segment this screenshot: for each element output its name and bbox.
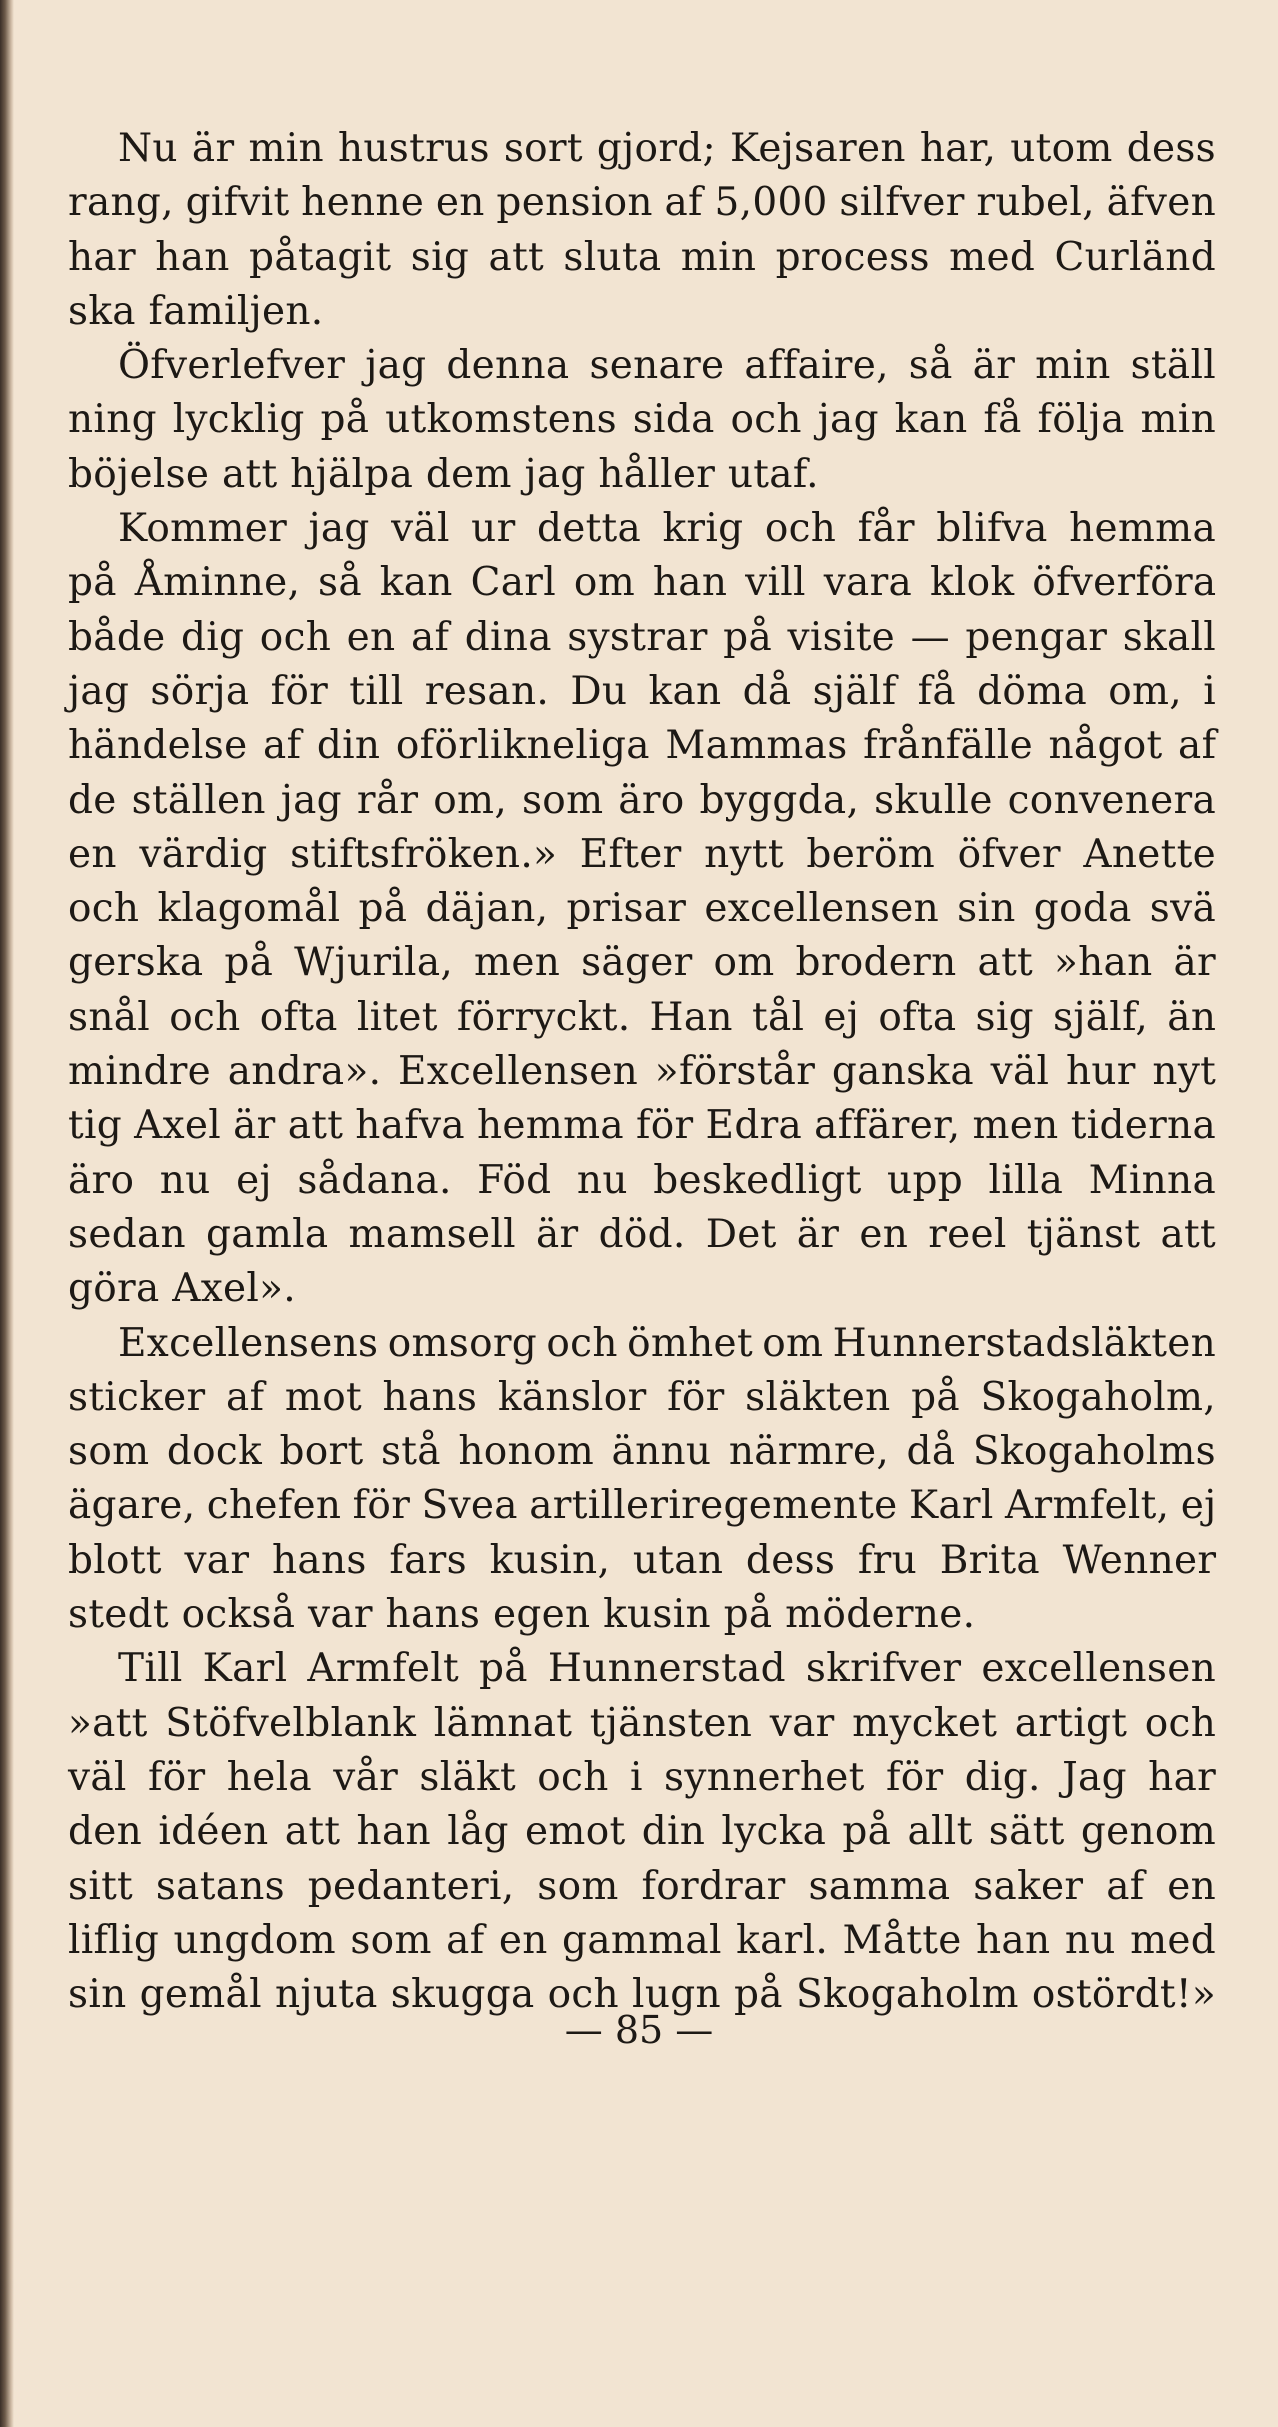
text-line: ägare, chefen för Svea artilleriregemente Karl Armfelt, ej [68, 1483, 1217, 1529]
text-line: jag sörja för till resan. Du kan då själf få döma om, i [68, 668, 1216, 714]
text-line: sin gemål njuta skugga och lugn på Skogaholm ostördt!» [68, 1972, 1216, 2018]
text-line: snål och ofta litet förryckt. Han tål ej ofta sig själf, än [68, 994, 1217, 1040]
text-line: både dig och en af dina systrar på visite — pengar skall [68, 614, 1217, 660]
text-line: ning lycklig på utkomstens sida och jag kan få följa min [68, 397, 1216, 443]
text-line: ska familjen. [68, 288, 324, 334]
text-line: en värdig stiftsfröken.» Efter nytt beröm öfver Anette [68, 831, 1216, 877]
text-line: Till Karl Armfelt på Hunnerstad skrifver excellensen [118, 1646, 1216, 1692]
text-line: sticker af mot hans känslor för släkten på Skogaholm, [68, 1374, 1216, 1420]
body-text [68, 122, 1216, 2022]
text-line: har han påtagit sig att sluta min process med Curländ [68, 234, 1216, 280]
text-line: sedan gamla mamsell är död. Det är en reel tjänst att [68, 1211, 1216, 1257]
text-line: Kommer jag väl ur detta krig och får blifva hemma [118, 506, 1216, 552]
text-line: »att Stöfvelblank lämnat tjänsten var mycket artigt och [68, 1700, 1217, 1746]
text-line: Excellensens omsorg och ömhet om Hunnerstadsläkten [118, 1320, 1216, 1366]
text-line: gerska på Wjurila, men säger om brodern att »han är [68, 940, 1216, 986]
text-line: Öfverlefver jag denna senare affaire, så är min ställ [118, 343, 1216, 389]
page-number: — 85 — [564, 2008, 714, 2052]
text-line: händelse af din oförlikneliga Mammas frånfälle något af [68, 723, 1217, 769]
text-line: göra Axel». [68, 1266, 297, 1312]
text-line: de ställen jag rår om, som äro byggda, skulle convenera [68, 777, 1216, 823]
text-line: Nu är min hustrus sort gjord; Kejsaren har, utom dess [118, 126, 1216, 171]
text-line: böjelse att hjälpa dem jag håller utaf. [68, 451, 819, 497]
text-line: liflig ungdom som af en gammal karl. Måtte han nu med [68, 1917, 1216, 1963]
text-line: äro nu ej sådana. Föd nu beskedligt upp lilla Minna [68, 1157, 1216, 1203]
text-line: rang, gifvit henne en pension af 5,000 silfver rubel, äfven [68, 180, 1216, 226]
text-line: stedt också var hans egen kusin på möderne. [68, 1592, 976, 1638]
text-line: som dock bort stå honom ännu närmre, då Skogaholms [68, 1429, 1216, 1475]
text-line: blott var hans fars kusin, utan dess fru Brita Wenner [68, 1537, 1217, 1583]
binding-shadow [0, 0, 14, 2427]
text-line: tig Axel är att hafva hemma för Edra affärer, men tiderna [68, 1103, 1217, 1149]
text-line: sitt satans pedanteri, som fordrar samma saker af en [68, 1863, 1217, 1909]
text-line: och klagomål på däjan, prisar excellensen sin goda svä [68, 886, 1216, 932]
text-line: väl för hela vår släkt och i synnerhet för dig. Jag har [68, 1754, 1217, 1800]
text-line: mindre andra». Excellensen »förstår ganska väl hur nyt [68, 1049, 1217, 1095]
text-line: på Åminne, så kan Carl om han vill vara klok öfverföra [68, 560, 1217, 606]
text-line: den idéen att han låg emot din lycka på allt sätt genom [68, 1809, 1216, 1855]
